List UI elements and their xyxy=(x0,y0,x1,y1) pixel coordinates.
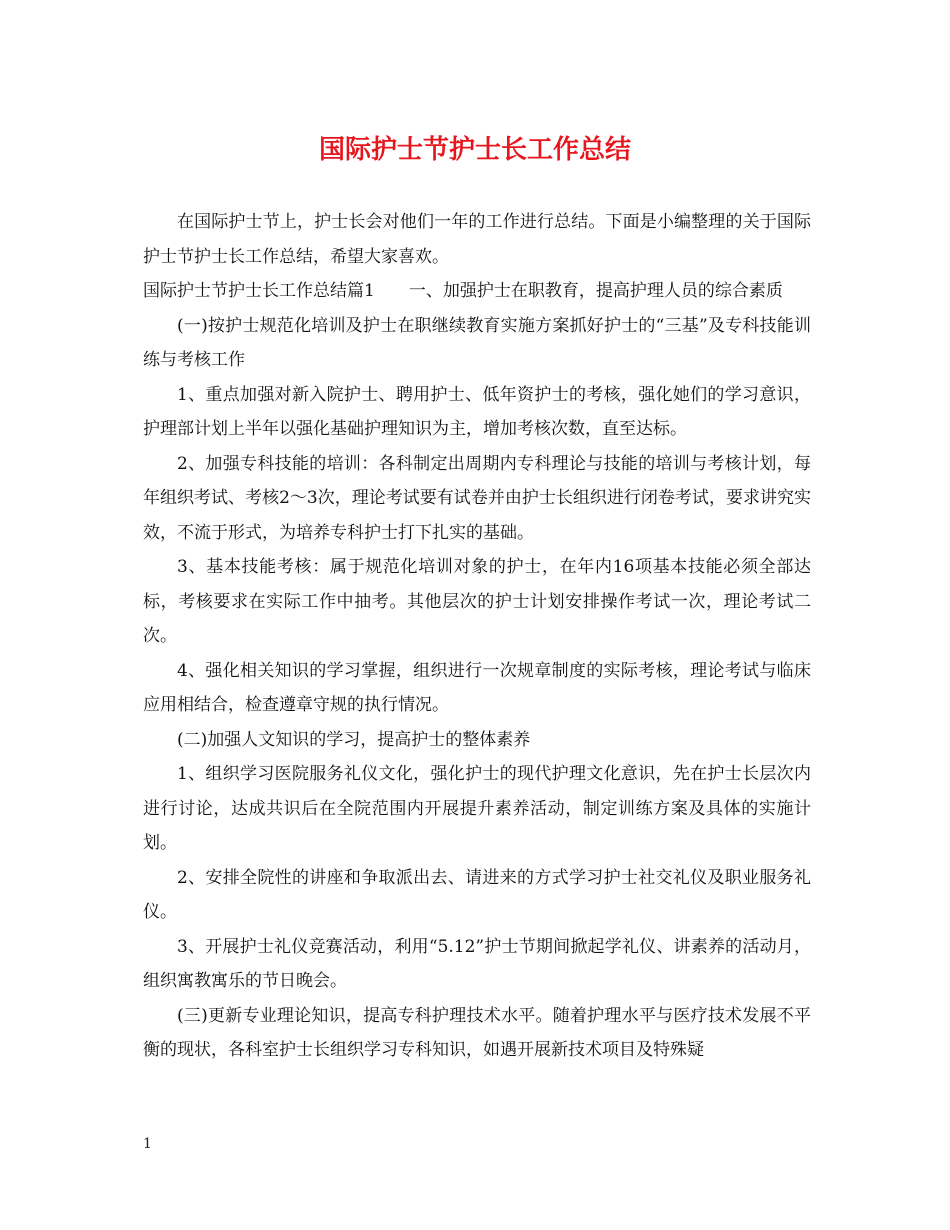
heading-one: 一、加强护士在职教育，提高护理人员的综合素质 xyxy=(408,281,783,301)
document-title: 国际护士节护士长工作总结 xyxy=(318,135,631,165)
section-title: 国际护士节护士长工作总结篇1 xyxy=(143,281,375,301)
paragraph-7: 1、组织学习医院服务礼仪文化，强化护士的现代护理文化意识，先在护士长层次内进行讨论，达成共识后在全院范围内开展提升素养活动，制定训练方案及具体的实施计划。 xyxy=(143,764,811,853)
paragraph-1: (一)按护士规范化培训及护士在职继续教育实施方案抓好护士的“三基”及专科技能训练与考核工作 xyxy=(143,315,811,370)
paragraph-6: (二)加强人文知识的学习，提高护士的整体素养 xyxy=(177,729,531,750)
paragraph-2: 1、重点加强对新入院护士、聘用护士、低年资护士的考核，强化她们的学习意识，护理部计划上半年以强化基础护理知识为主，增加考核次数，直至达标。 xyxy=(143,384,811,439)
page-number: 1 xyxy=(143,1136,152,1152)
document-body xyxy=(143,205,811,1068)
intro-paragraph: 在国际护士节上，护士长会对他们一年的工作进行总结。下面是小编整理的关于国际护士节护士长工作总结，希望大家喜欢。 xyxy=(143,212,811,267)
paragraph-8: 2、安排全院性的讲座和争取派出去、请进来的方式学习护士社交礼仪及职业服务礼仪。 xyxy=(143,867,811,922)
paragraph-9: 3、开展护士礼仪竞赛活动，利用“5.12”护士节期间掀起学礼仪、讲素养的活动月，组织寓教寓乐的节日晚会。 xyxy=(143,936,811,991)
paragraph-4: 3、基本技能考核：属于规范化培训对象的护士，在年内16项基本技能必须全部达标，考核要求在实际工作中抽考。其他层次的护士计划安排操作考试一次，理论考试二次。 xyxy=(143,557,811,646)
paragraph-10: (三)更新专业理论知识，提高专科护理技术水平。随着护理水平与医疗技术发展不平衡的现状，各科室护士长组织学习专科知识，如遇开展新技术项目及特殊疑 xyxy=(143,1005,811,1060)
section-line xyxy=(143,274,811,309)
paragraph-3: 2、加强专科技能的培训：各科制定出周期内专科理论与技能的培训与考核计划，每年组织考试、考核2～3次，理论考试要有试卷并由护士长组织进行闭卷考试，要求讲究实效，不流于形式，为培养专科护士打下扎实的基础。 xyxy=(143,453,811,543)
paragraph-5: 4、强化相关知识的学习掌握，组织进行一次规章制度的实际考核，理论考试与临床应用相结合，检查遵章守规的执行情况。 xyxy=(143,660,811,715)
